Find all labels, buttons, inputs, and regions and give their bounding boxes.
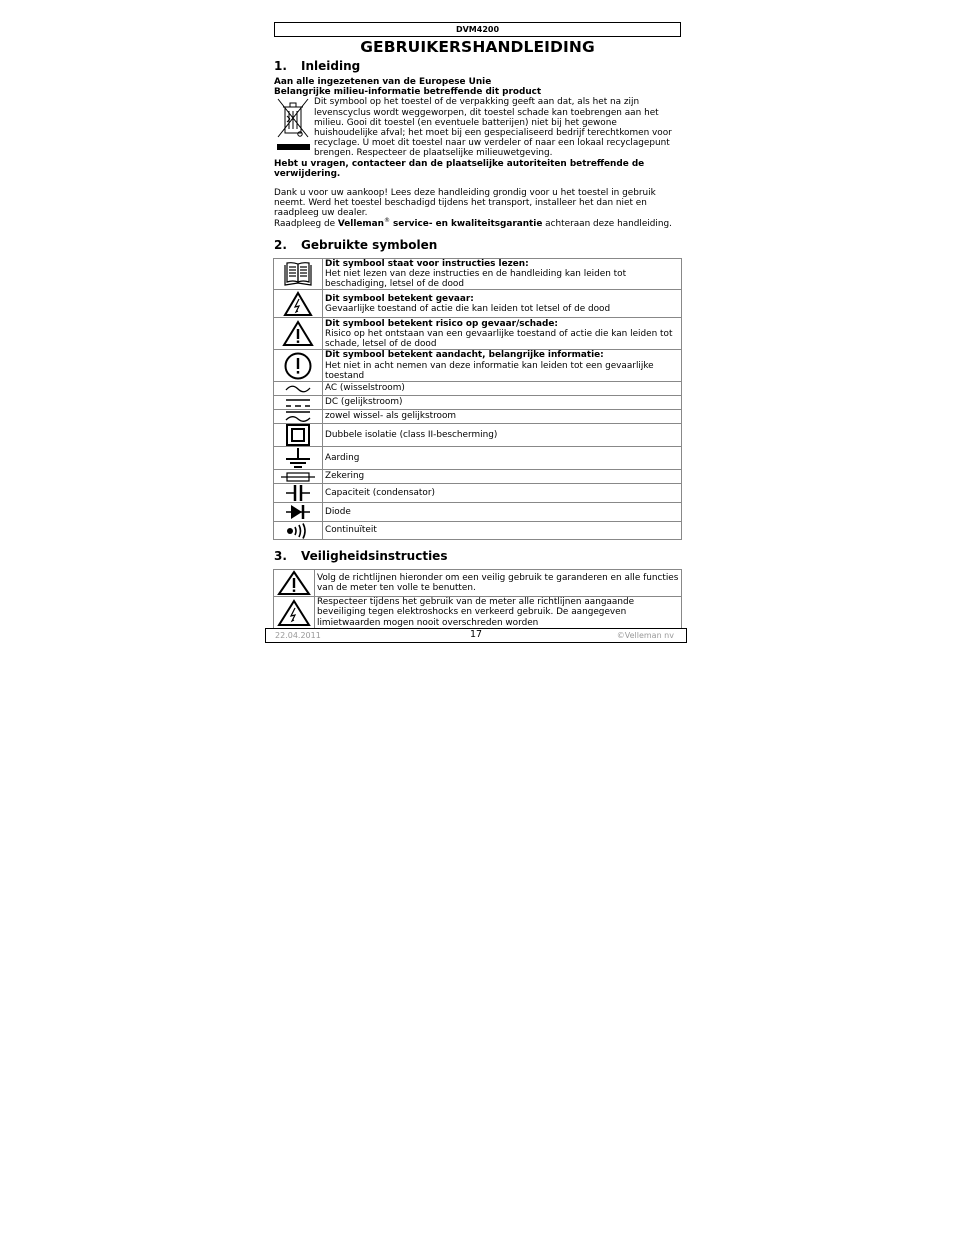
symbols-table (273, 258, 682, 540)
table-row (274, 258, 682, 290)
dc-icon (274, 396, 323, 410)
table-row (274, 470, 682, 484)
safety-text: Volg de richtlijnen hieronder om een veilig gebruik te garanderen en alle functies van de meter ten volle te benutten. (315, 570, 682, 597)
high-voltage-warning-icon (274, 290, 323, 318)
section-number: 2. (274, 237, 287, 252)
symbol-description (323, 290, 682, 318)
table-row (274, 396, 682, 410)
symbol-description: Dubbele isolatie (class II-bescherming) (323, 424, 682, 447)
symbol-description: Diode (323, 503, 682, 522)
warranty-post: achteraan deze handleiding. (542, 218, 672, 229)
table-row (274, 318, 682, 350)
symbol-text: Gevaarlijke toestand of actie die kan leiden tot letsel of de dood (325, 303, 611, 314)
safety-text: Respecteer tijdens het gebruik van de meter alle richtlijnen aangaande beveiliging tegen elektroshocks en verkeerd gebruik. De aangegeven limietwaarden mogen nooit overschreden worden (315, 597, 682, 629)
page-footer (265, 628, 687, 643)
symbol-title: Dit symbool betekent risico op gevaar/schade: (325, 318, 558, 329)
page-number: 17 (469, 629, 483, 640)
fuse-icon (274, 470, 323, 484)
continuity-icon (274, 522, 323, 540)
table-row (274, 503, 682, 522)
ac-dc-icon (274, 410, 323, 424)
model-header: DVM4200 (274, 22, 681, 37)
document-title: GEBRUIKERSHANDLEIDING (360, 38, 595, 56)
section-heading-inleiding (274, 59, 681, 74)
symbol-text: Het niet lezen van deze instructies en de handleiding kan leiden tot beschadiging, letsel of de dood (325, 269, 627, 290)
weee-text: Dit symbool op het toestel of de verpakking geeft aan dat, als het na zijn levenscyclus wordt weggeworpen, dit toestel schade kan toebrengen aan het milieu. Gooi dit toestel (en eventuele batterijen) niet bij het gewone huishoudelijke afval; het moet bij een gespecialiseerd bedrijf terechtkomen voor recyclage. U moet dit toestel naar uw verdeler of naar een lokaal recyclagepunt brengen. Respecteer de plaatselijke milieuwetgeving. (314, 97, 672, 159)
table-row (274, 350, 682, 382)
symbol-title: Dit symbool staat voor instructies lezen: (325, 258, 529, 269)
section-number: 3. (274, 549, 287, 564)
section-title: Gebruikte symbolen (301, 237, 438, 252)
warning-triangle-icon (274, 570, 315, 597)
warning-triangle-icon (274, 318, 323, 350)
symbol-title: Dit symbool betekent aandacht, belangrijke informatie: (325, 350, 604, 361)
symbol-description: Capaciteit (condensator) (323, 484, 682, 503)
table-row (274, 290, 682, 318)
symbol-text: Het niet in acht nemen van deze informatie kan leiden tot een gevaarlijke toestand (325, 360, 654, 381)
attention-circle-icon (274, 350, 323, 382)
section-number: 1. (274, 59, 287, 73)
registered-mark: ® (383, 216, 390, 224)
capacitor-icon (274, 484, 323, 503)
diode-icon (274, 503, 323, 522)
table-row (274, 382, 682, 396)
symbol-title: Dit symbool betekent gevaar: (325, 293, 474, 304)
brand-name: Velleman (337, 218, 384, 229)
symbol-description (323, 350, 682, 382)
safety-table (273, 569, 682, 629)
symbol-description: Continuïteit (323, 522, 682, 540)
footer-copyright: ©Velleman nv (616, 631, 674, 640)
section-heading-symbolen (274, 238, 681, 253)
symbol-description: DC (gelijkstroom) (323, 396, 682, 410)
eu-heading-line2: Belangrijke milieu-informatie betreffende dit product (274, 87, 542, 98)
footer-date: 22.04.2011 (275, 631, 321, 640)
crossed-bin-icon (274, 97, 314, 158)
symbol-description (323, 258, 682, 290)
book-icon (274, 258, 323, 290)
symbol-description: AC (wisselstroom) (323, 382, 682, 396)
warranty-bold: service- en kwaliteitsgarantie (389, 218, 543, 229)
symbol-description: Aarding (323, 447, 682, 470)
table-row (274, 522, 682, 540)
symbol-description (323, 318, 682, 350)
section-title: Inleiding (301, 59, 361, 73)
table-row (274, 447, 682, 470)
double-insulation-icon (274, 424, 323, 447)
eu-heading-line1: Aan alle ingezetenen van de Europese Unie (274, 77, 492, 87)
table-row (274, 410, 682, 424)
section-title: Veiligheidsinstructies (301, 549, 448, 564)
symbol-description: Zekering (323, 470, 682, 484)
ac-icon (274, 382, 323, 396)
symbol-text: Risico op het ontstaan van een gevaarlijke toestand of actie die kan leiden tot schade, letsel of de dood (325, 328, 673, 350)
table-row (274, 484, 682, 503)
weee-block (274, 97, 681, 158)
thanks-paragraph: Dank u voor uw aankoop! Lees deze handleiding grondig voor u het toestel in gebruik neemt. Werd het toestel beschadigd tijdens het transport, installeer het dan niet en raadpleeg uw dealer. (274, 188, 656, 219)
manual-page (274, 22, 681, 629)
table-row (274, 424, 682, 447)
table-row (274, 570, 682, 597)
warranty-paragraph (274, 216, 681, 229)
ground-icon (274, 447, 323, 470)
high-voltage-warning-icon (274, 597, 315, 629)
warranty-pre: Raadpleeg de (274, 218, 338, 229)
table-row (274, 597, 682, 629)
section-heading-veiligheid (274, 549, 681, 564)
contact-authorities: Hebt u vragen, contacteer dan de plaatselijke autoriteiten betreffende de verwijdering. (274, 158, 645, 179)
symbol-description: zowel wissel- als gelijkstroom (323, 410, 682, 424)
